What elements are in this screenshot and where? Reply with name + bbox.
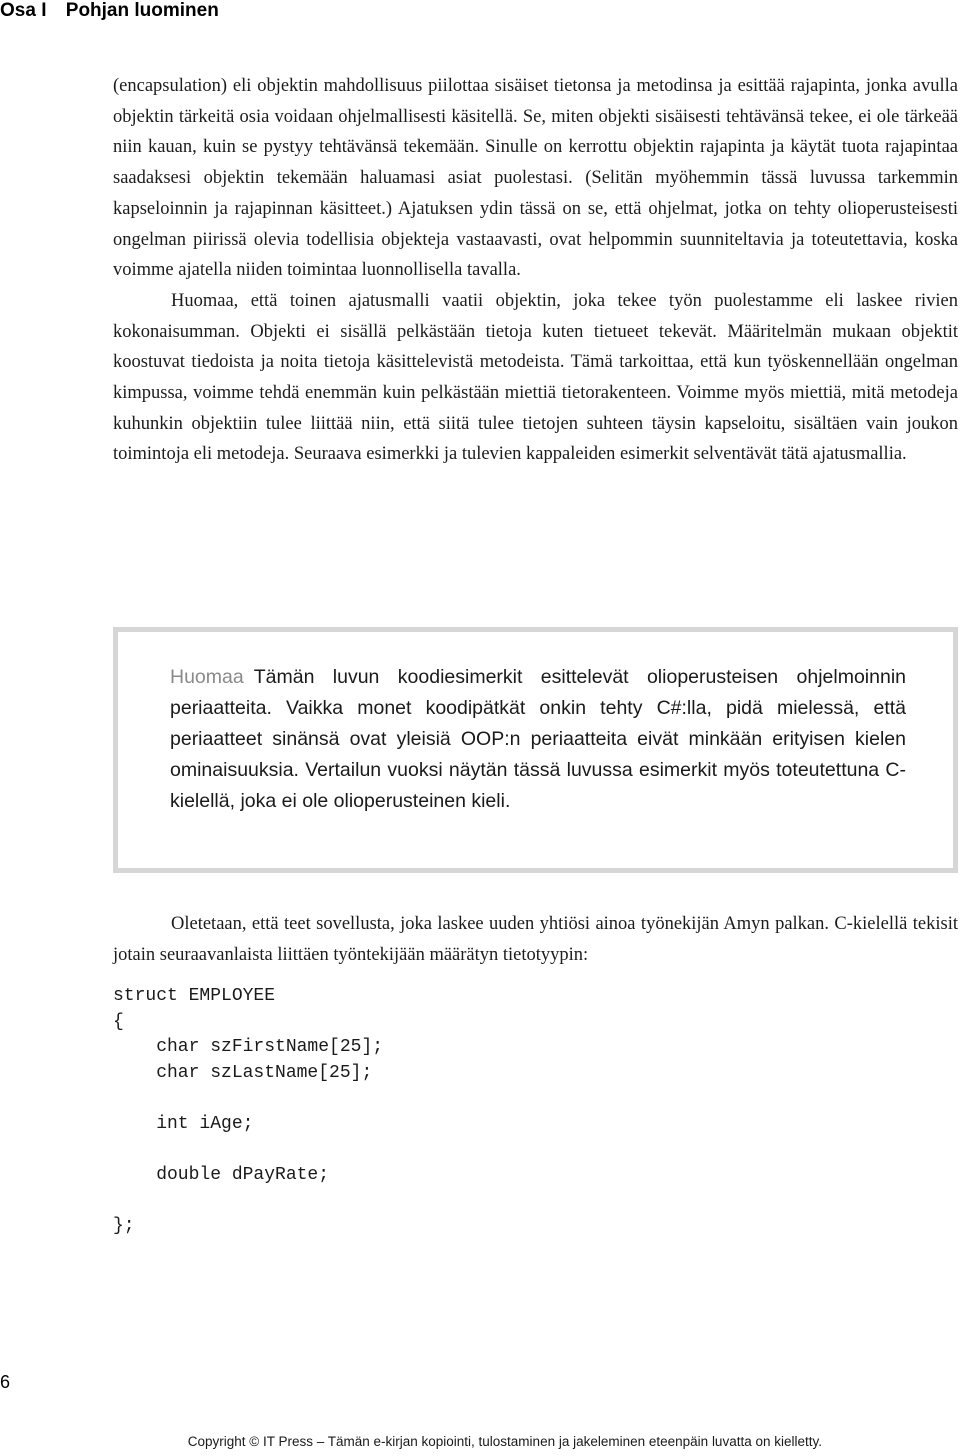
chapter-title: Pohjan luominen [65,0,219,21]
paragraph: (encapsulation) eli objektin mahdollisuus piilottaa sisäiset tietonsa ja metodinsa ja esittää rajapinta, jonka avulla objektin tärkeitä osia voidaan ohjelmallisesti käsitellä. Se, miten objekti sisäisesti tehtävänsä tekee, ei ole tärkeää niin kauan, kuin se pystyy tehtävänsä tekemään. Sinulle on kerrottu objektin rajapinta ja käytät tuota rajapintaa saadaksesi objektin tekemään haluamasi asiat puolestasi. (Selitän myöhemmin tässä luvussa tarkemmin kapseloinnin ja rajapinnan käsitteet.) Ajatuksen ydin tässä on se, että ohjelmat, jotka on tehty olioperusteisesti ongelman piirissä olevia todellisia objekteja vastaavasti, ovat helpommin suunniteltavia ja toteutettavia, koska voimme ajatella niiden toimintaa luonnollisella tavalla. [113,76,958,281]
code-listing: struct EMPLOYEE { char szFirstName[25]; char szLastName[25]; int iAge; double dPayRate; }; [113,986,384,1237]
paragraph: Huomaa, että toinen ajatusmalli vaatii objektin, joka tekee työn puolestamme eli laskee rivien kokonaisumman. Objekti ei sisällä pelkästään tietoja kuten tietueet tekevät. Määritelmän mukaan objektit koostuvat tiedoista ja noita tietoja käsittelevistä metodeista. Tämä tarkoittaa, että kun työskennellään ongelman kimpussa, voimme tehdä enemmän kuin pelkästään miettiä tietorakenteen. Voimme myös miettiä, mitä metodeja kuhunkin objektiin tulee liittää niin, että siitä tulee tietojen suhteen täysin kapseloitu, sisältäen vain joukon toimintoja eli metodeja. Seuraava esimerkki ja tulevien kappaleiden esimerkit selventävät tätä ajatusmallia. [113,290,958,465]
page-number: 6 [0,1372,11,1392]
body-text-top [113,71,958,470]
copyright-footer: Copyright © IT Press – Tämän e-kirjan kopiointi, tulostaminen ja jakeleminen eteenpäin luvatta on kielletty. [187,1434,822,1449]
note-content [170,662,906,817]
part-label: Osa I [0,0,47,21]
running-head [0,0,219,22]
paragraph: Oletetaan, että teet sovellusta, joka laskee uuden yhtiösi ainoa työnekijän Amyn palkan. C-kielellä tekisit jotain seuraavanlaista liittäen työntekijään määrätyn tietotyypin: [113,914,958,965]
note-box [113,627,958,873]
body-text-bottom [113,909,958,970]
note-text: Tämän luvun koodiesimerkit esittelevät olioperusteisen ohjelmoinnin periaatteita. Vaikka monet koodipätkät onkin tehty C#:lla, pidä mielessä, että periaatteet sinänsä ovat yleisiä OOP:n periaatteita eivät minkään erityisen kielen ominaisuuksia. Vertailun vuoksi näytän tässä luvussa esimerkit myös toteutettuna C-kielellä, joka ei ole olioperusteinen kieli. [170,666,906,812]
note-label: Huomaa [170,666,244,688]
